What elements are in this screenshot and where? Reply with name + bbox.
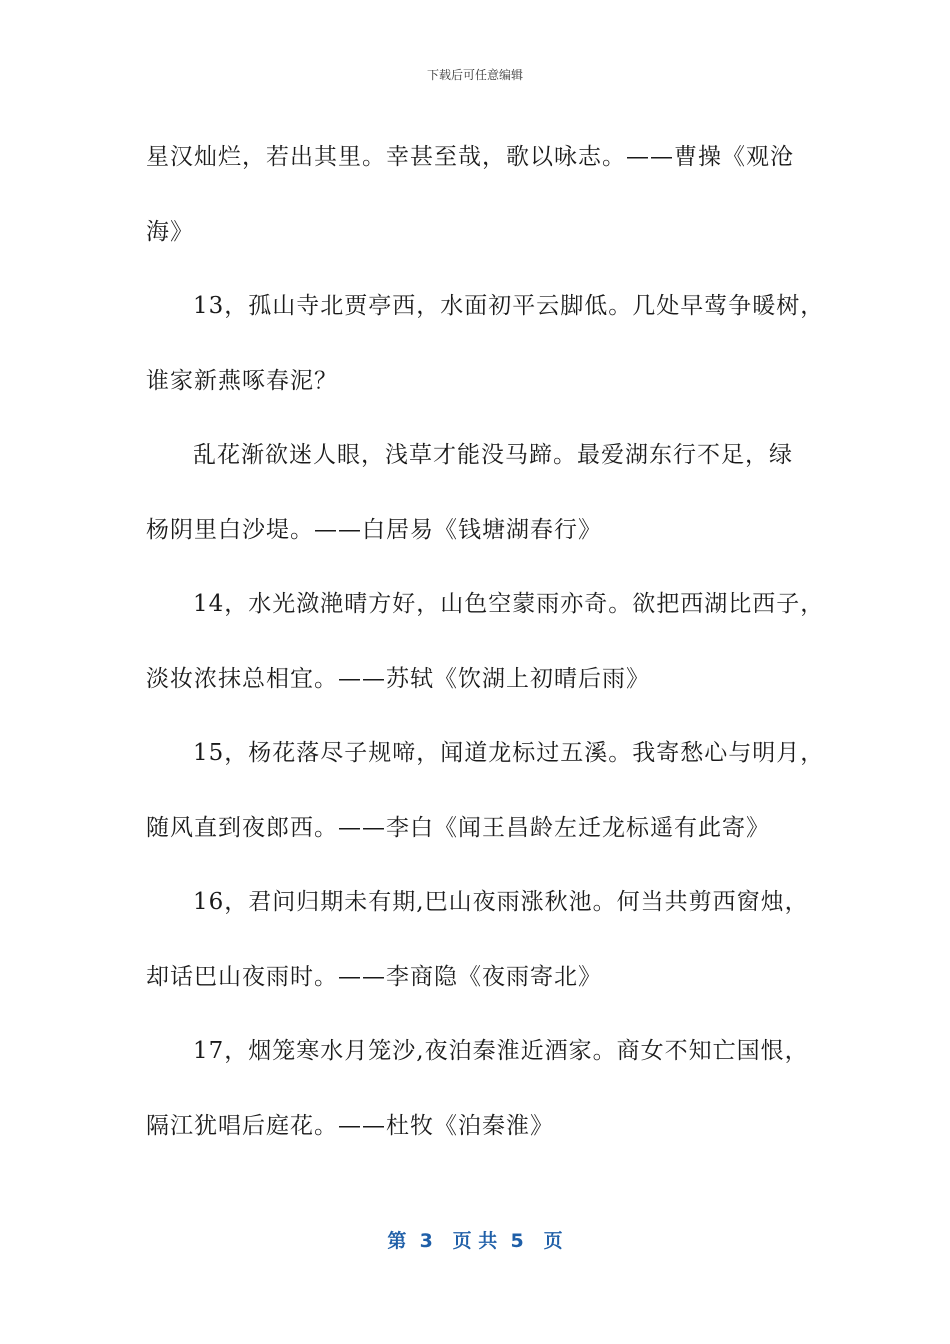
text-line: 15，杨花落尽子规啼，闻道龙标过五溪。我寄愁心与明月， [193,740,825,766]
text-line: 隔江犹唱后庭花。——杜牧《泊秦淮》 [146,1112,554,1139]
page-number-footer: 第 3 页 共 5 页 [387,1230,563,1252]
text-line: 杨阴里白沙堤。——白居易《钱塘湖春行》 [146,516,602,543]
text-line: 星汉灿烂，若出其里。幸甚至哉，歌以咏志。——曹操《观沧 [146,144,794,170]
text-line: 16，君问归期未有期,巴山夜雨涨秋池。何当共剪西窗烛， [193,889,809,915]
document-body [146,120,825,1163]
text-line: 海》 [146,218,194,245]
text-line: 随风直到夜郎西。——李白《闻王昌龄左迁龙标遥有此寄》 [146,814,770,841]
text-line: 淡妆浓抹总相宜。——苏轼《饮湖上初晴后雨》 [146,665,650,692]
text-line: 却话巴山夜雨时。——李商隐《夜雨寄北》 [146,963,602,990]
page-header: 下载后可任意编辑 [426,68,523,82]
text-line: 谁家新燕啄春泥？ [146,367,338,394]
text-line: 14，水光潋滟晴方好，山色空蒙雨亦奇。欲把西湖比西子， [193,591,825,617]
text-line: 乱花渐欲迷人眼，浅草才能没马蹄。最爱湖东行不足，绿 [193,442,793,468]
text-line: 13，孤山寺北贾亭西，水面初平云脚低。几处早莺争暖树， [193,293,825,319]
text-line: 17，烟笼寒水月笼沙,夜泊秦淮近酒家。商女不知亡国恨， [193,1038,809,1064]
